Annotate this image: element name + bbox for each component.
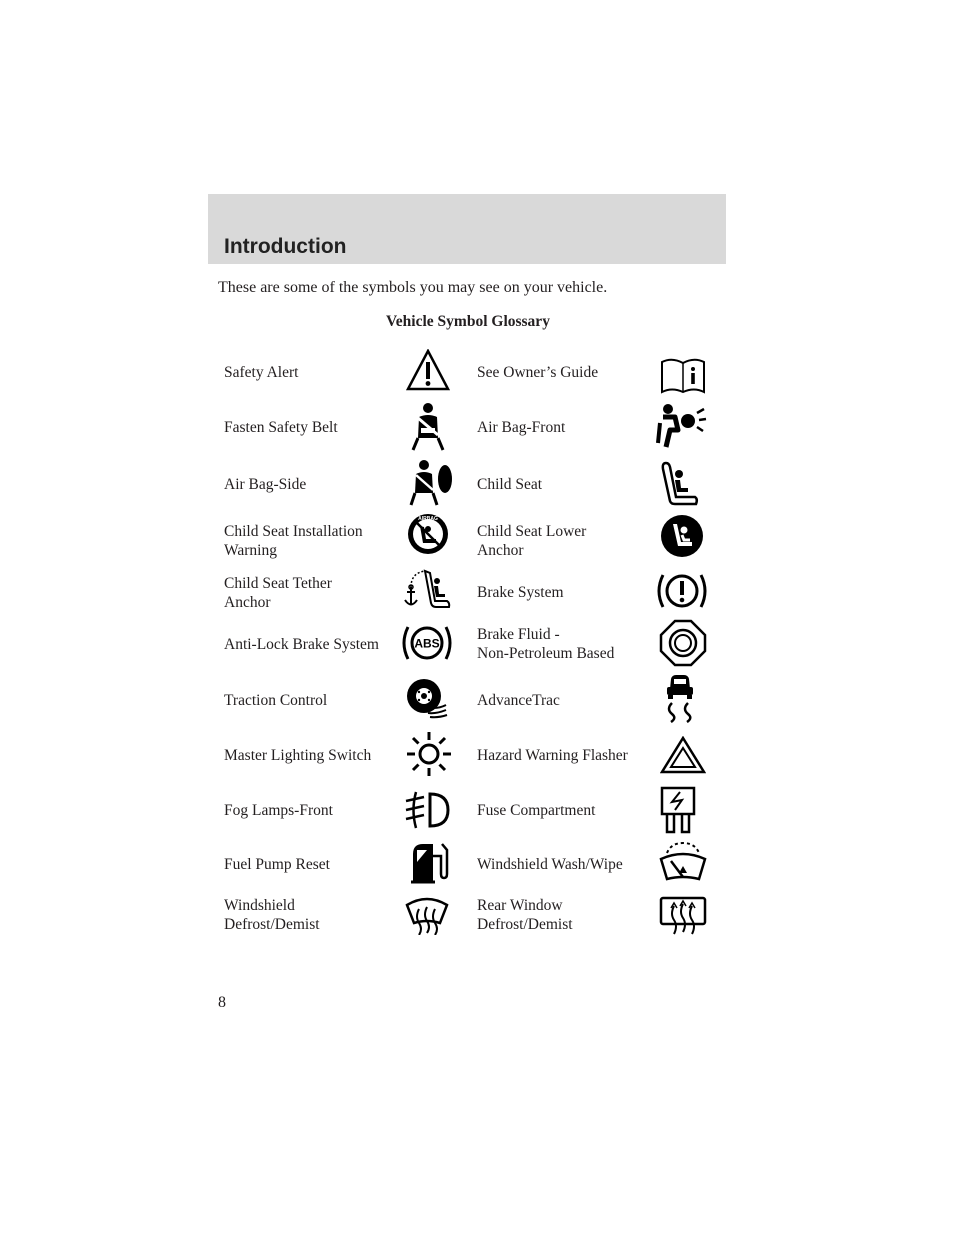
seatbelt-icon: [406, 402, 450, 452]
light-bulb-icon: [406, 731, 452, 777]
label-rear-window-defrost: [477, 896, 573, 934]
label-brake-fluid: [477, 625, 614, 663]
windshield-defrost-icon: [404, 895, 450, 935]
label-anti-lock-brake-system: Anti-Lock Brake System: [224, 636, 379, 653]
label-hazard-warning-flasher: Hazard Warning Flasher: [477, 747, 628, 764]
label-child-seat-tether-anchor: [224, 574, 332, 612]
glossary-title: Vehicle Symbol Glossary: [386, 313, 550, 330]
label-safety-alert: Safety Alert: [224, 364, 299, 381]
label-advancetrac: AdvanceTrac: [477, 692, 560, 709]
fuse-icon: [660, 786, 696, 834]
airbag-side-icon: [406, 459, 454, 507]
tether-anchor-icon: [403, 567, 453, 611]
label-line: Defrost/Demist: [224, 916, 320, 933]
label-line: Anchor: [224, 594, 271, 611]
skid-car-icon: [662, 673, 698, 723]
label-line: Child Seat Installation: [224, 523, 363, 540]
label-master-lighting-switch: Master Lighting Switch: [224, 747, 372, 764]
label-fuel-pump-reset: Fuel Pump Reset: [224, 856, 330, 873]
warning-triangle-icon: [406, 349, 450, 391]
rear-defrost-icon: [659, 896, 707, 936]
child-seat-lower-anchor-icon: [660, 514, 704, 558]
label-fasten-safety-belt: Fasten Safety Belt: [224, 419, 338, 436]
brake-fluid-icon: [659, 619, 707, 667]
airbag-front-icon: [656, 403, 708, 449]
airbag-text: AIRBAG: [418, 516, 438, 522]
label-child-seat-lower-anchor: [477, 522, 586, 560]
label-see-owners-guide: See Owner’s Guide: [477, 364, 599, 381]
fog-lamp-icon: [404, 789, 450, 831]
fuel-pump-icon: [411, 840, 451, 886]
hazard-triangle-icon: [660, 736, 706, 774]
label-windshield-wash-wipe: Windshield Wash/Wipe: [477, 856, 623, 873]
child-seat-airbag-warning-icon: [406, 512, 450, 556]
label-air-bag-front: Air Bag-Front: [477, 419, 566, 436]
label-line: Defrost/Demist: [477, 916, 573, 933]
label-line: Warning: [224, 542, 277, 559]
section-header-band: [208, 194, 726, 264]
label-line: Rear Window: [477, 897, 563, 914]
label-line: Child Seat Tether: [224, 575, 332, 592]
abs-icon: [401, 621, 453, 665]
label-windshield-defrost: [224, 896, 320, 934]
book-info-icon: [660, 356, 706, 394]
page-number: 8: [218, 994, 226, 1011]
label-line: Windshield: [224, 897, 295, 914]
section-title: Introduction: [224, 235, 347, 258]
abs-text: ABS: [414, 636, 440, 651]
label-air-bag-side: Air Bag-Side: [224, 476, 307, 493]
intro-text: These are some of the symbols you may see on your vehicle.: [218, 279, 608, 296]
child-seat-icon: [660, 459, 700, 507]
traction-control-icon: [404, 676, 448, 720]
label-fuse-compartment: Fuse Compartment: [477, 802, 596, 819]
washer-wiper-icon: [657, 841, 709, 885]
label-line: Non-Petroleum Based: [477, 645, 615, 662]
label-line: Anchor: [477, 542, 524, 559]
label-line: Brake Fluid -: [477, 626, 560, 643]
label-fog-lamps-front: Fog Lamps-Front: [224, 802, 333, 819]
brake-warning-icon: [656, 569, 708, 613]
label-child-seat-installation-warning: [224, 522, 363, 560]
label-child-seat: Child Seat: [477, 476, 543, 493]
label-traction-control: Traction Control: [224, 692, 328, 709]
label-brake-system: Brake System: [477, 584, 564, 601]
label-line: Child Seat Lower: [477, 523, 587, 540]
